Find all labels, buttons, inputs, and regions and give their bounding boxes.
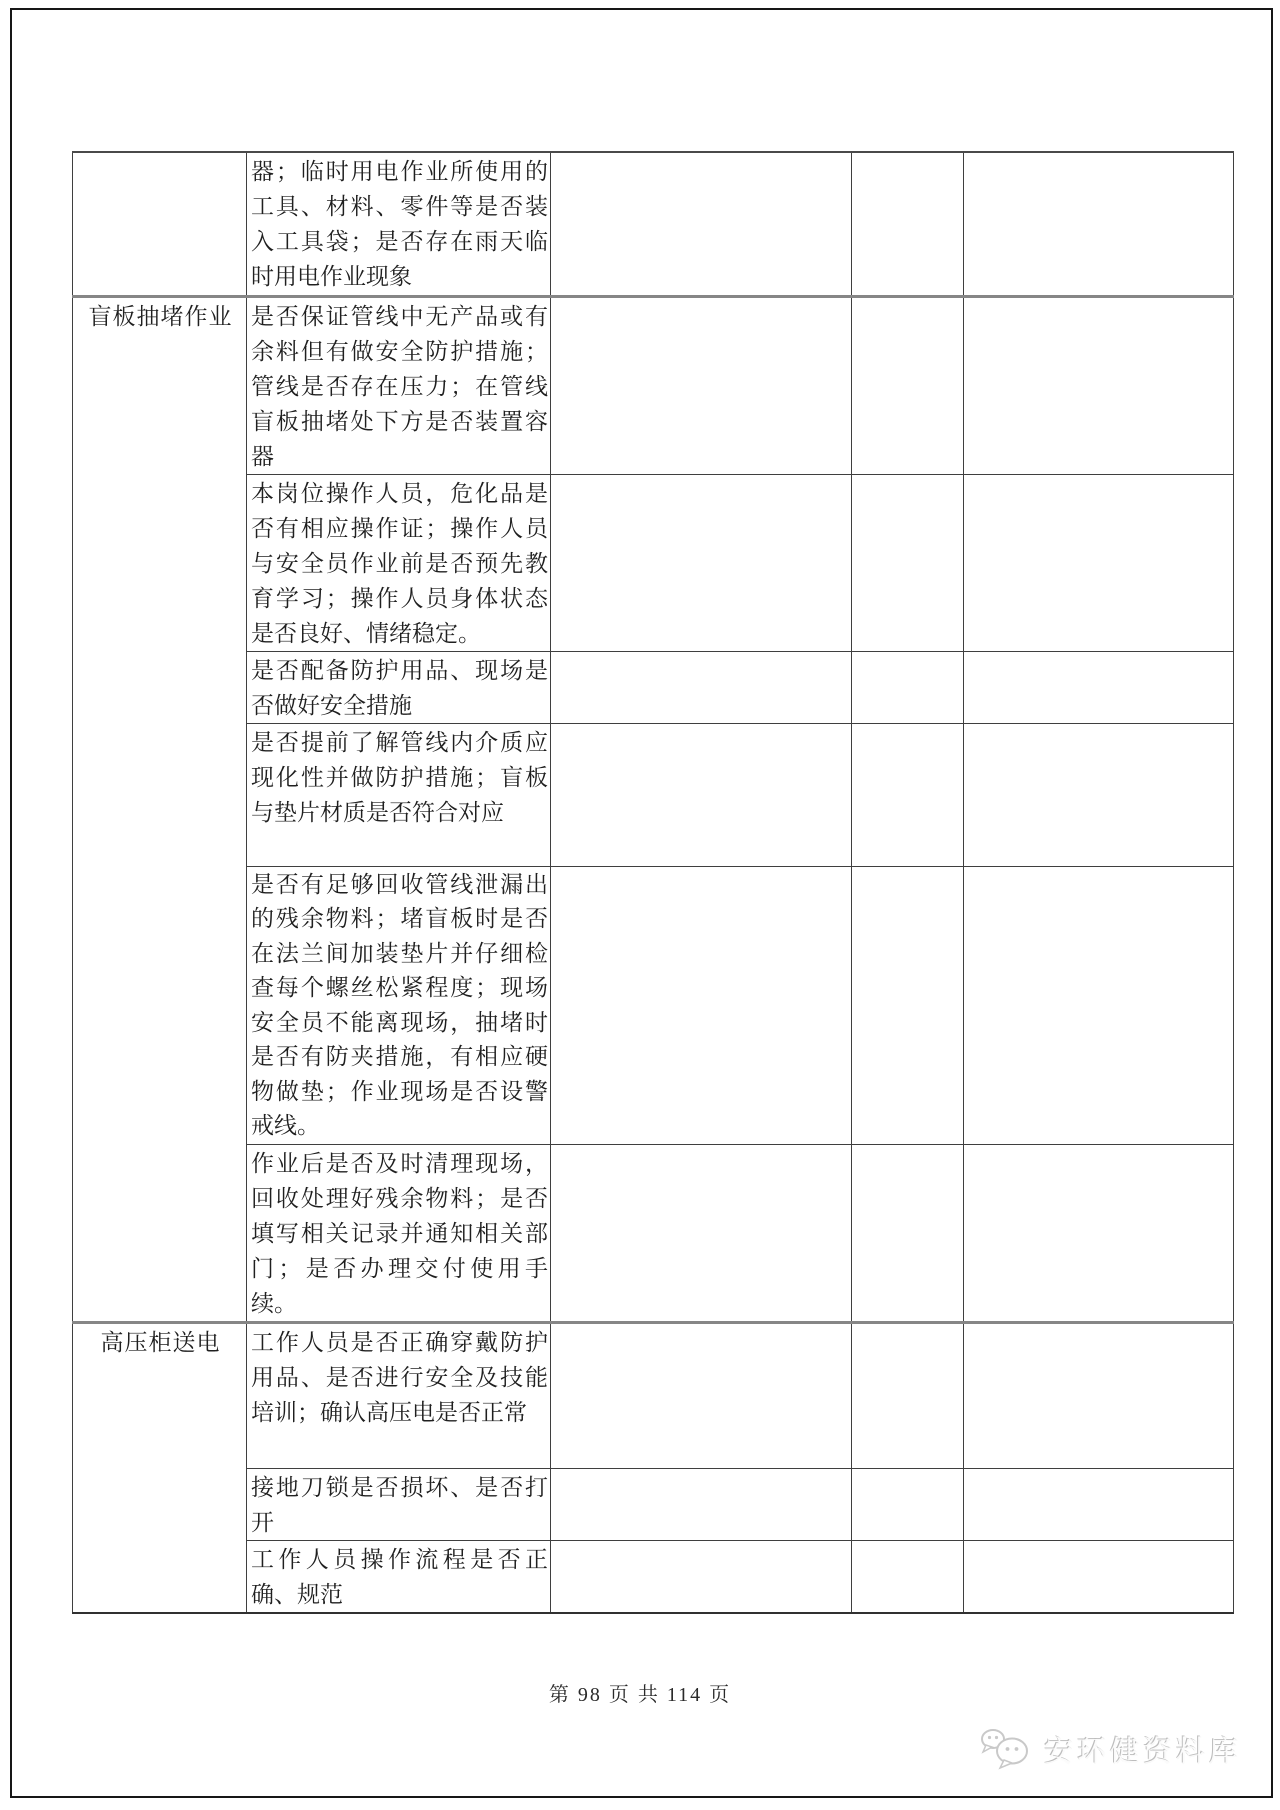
blank-cell — [852, 723, 964, 866]
category-cell: 高压柜送电 — [73, 1322, 247, 1613]
item-cell: 是否保证管线中无产品或有余料但有做安全防护措施；管线是否存在压力；在管线盲板抽堵处下方是否装置容器 — [247, 296, 551, 474]
item-cell: 工作人员是否正确穿戴防护用品、是否进行安全及技能培训；确认高压电是否正常 — [247, 1322, 551, 1468]
table-row — [73, 1322, 1234, 1468]
table-row — [73, 1540, 1234, 1613]
blank-cell — [964, 1322, 1234, 1468]
item-cell: 是否提前了解管线内介质应现化性并做防护措施；盲板与垫片材质是否符合对应 — [247, 723, 551, 866]
item-cell: 本岗位操作人员，危化品是否有相应操作证；操作人员与安全员作业前是否预先教育学习；操作人员身体状态是否良好、情绪稳定。 — [247, 474, 551, 651]
table-row — [73, 152, 1234, 296]
category-cell: 盲板抽堵作业 — [73, 296, 247, 1322]
item-cell: 是否有足够回收管线泄漏出的残余物料；堵盲板时是否在法兰间加装垫片并仔细检查每个螺丝松紧程度；现场安全员不能离现场，抽堵时是否有防夹措施，有相应硬物做垫；作业现场是否设警戒线。 — [247, 866, 551, 1144]
table-row — [73, 866, 1234, 1144]
item-cell: 器；临时用电作业所使用的工具、材料、零件等是否装入工具袋；是否存在雨天临时用电作业现象 — [247, 152, 551, 296]
blank-cell — [551, 1144, 852, 1322]
blank-cell — [964, 866, 1234, 1144]
blank-cell — [551, 1540, 852, 1613]
blank-cell — [852, 296, 964, 474]
item-cell: 工作人员操作流程是否正确、规范 — [247, 1540, 551, 1613]
blank-cell — [852, 651, 964, 723]
item-cell: 是否配备防护用品、现场是否做好安全措施 — [247, 651, 551, 723]
chat-bubbles-icon — [978, 1726, 1034, 1772]
table-row — [73, 474, 1234, 651]
table-row — [73, 723, 1234, 866]
blank-cell — [964, 1144, 1234, 1322]
blank-cell — [551, 723, 852, 866]
blank-cell — [964, 723, 1234, 866]
blank-cell — [964, 152, 1234, 296]
blank-cell — [964, 474, 1234, 651]
brand-watermark — [978, 1726, 1242, 1772]
category-cell — [73, 152, 247, 296]
table-row — [73, 1468, 1234, 1540]
page-number-footer: 第 98 页 共 114 页 — [548, 1684, 732, 1706]
blank-cell — [852, 866, 964, 1144]
blank-cell — [964, 1468, 1234, 1540]
blank-cell — [551, 866, 852, 1144]
blank-cell — [852, 1540, 964, 1613]
blank-cell — [852, 152, 964, 296]
blank-cell — [551, 1468, 852, 1540]
blank-cell — [551, 296, 852, 474]
blank-cell — [964, 296, 1234, 474]
item-cell: 接地刀锁是否损坏、是否打开 — [247, 1468, 551, 1540]
item-cell: 作业后是否及时清理现场，回收处理好残余物料；是否填写相关记录并通知相关部门；是否办理交付使用手续。 — [247, 1144, 551, 1322]
blank-cell — [551, 474, 852, 651]
blank-cell — [964, 1540, 1234, 1613]
table-row — [73, 296, 1234, 474]
table-row — [73, 1144, 1234, 1322]
table-row — [73, 651, 1234, 723]
safety-checklist-table — [72, 151, 1234, 1614]
blank-cell — [551, 1322, 852, 1468]
blank-cell — [852, 1144, 964, 1322]
blank-cell — [852, 1468, 964, 1540]
blank-cell — [852, 474, 964, 651]
blank-cell — [551, 651, 852, 723]
blank-cell — [551, 152, 852, 296]
watermark-text: 安环健资料库 — [1043, 1735, 1242, 1768]
blank-cell — [964, 651, 1234, 723]
blank-cell — [852, 1322, 964, 1468]
